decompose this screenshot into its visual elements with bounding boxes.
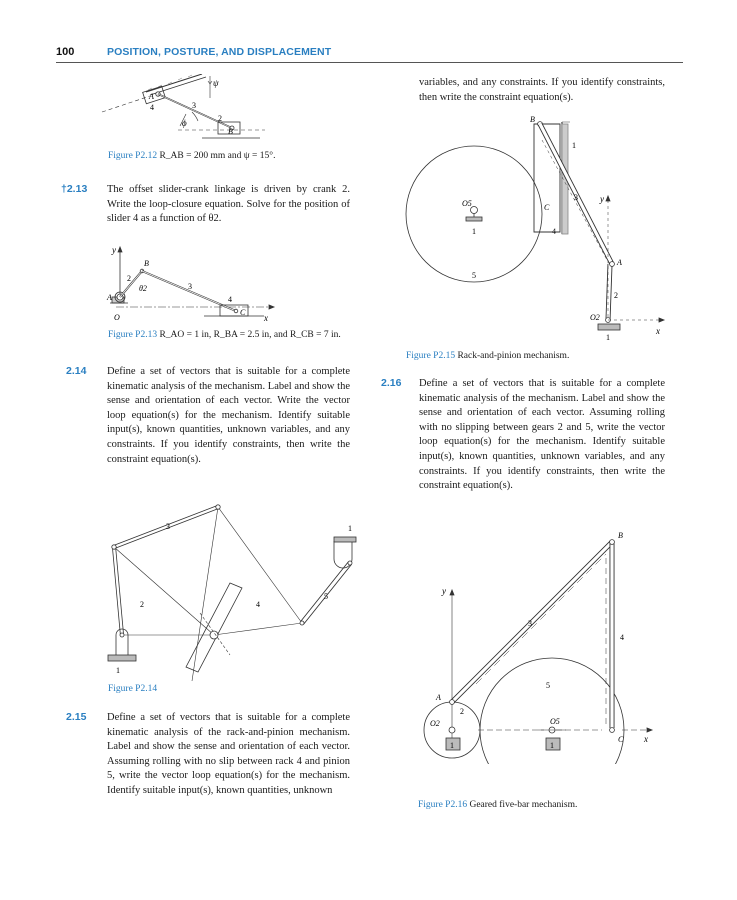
- fig12-label-B: B: [228, 127, 233, 136]
- fig13-label-3: 3: [188, 282, 192, 291]
- fig13-label-x: x: [264, 313, 268, 323]
- caption-p2-12-text: R_AB = 200 mm and ψ = 15°.: [159, 151, 276, 161]
- fig15-label-2: 2: [614, 291, 618, 300]
- fig16-label-y: y: [442, 586, 446, 596]
- fig15-label-O2: O2: [590, 313, 600, 322]
- problem-2-16-text: Define a set of vectors that is suitable for a complete kinematic analysis of the mechanism. Label and show the sense and orientation of each vector. Assuming rolling with no slipping between gears 2 and 5, write the vector loop equation(s) for the mechanism. Identify suitable input(s), known quantities, unknown variables, and any constraints. If you identify constraints, then write the constraint equation(s).: [419, 378, 665, 492]
- fig12-label-3: 3: [192, 101, 196, 110]
- fig16-label-x: x: [644, 734, 648, 744]
- chapter-title: POSITION, POSTURE, AND DISPLACEMENT: [107, 46, 332, 58]
- fig15-label-y: y: [600, 194, 604, 204]
- fig15-label-1-pinion: 1: [472, 227, 476, 236]
- fig15-label-3: 3: [574, 193, 578, 202]
- figure-p2-15: [402, 110, 672, 346]
- figure-p2-14: [100, 495, 370, 687]
- fig14-label-1-left: 1: [116, 666, 120, 675]
- caption-p2-13-label: Figure P2.13: [108, 330, 158, 340]
- caption-p2-14: [108, 684, 157, 694]
- fig16-label-2: 2: [460, 707, 464, 716]
- fig12-label-2: 2: [218, 114, 222, 123]
- caption-p2-16-text: Geared five-bar mechanism.: [469, 800, 578, 810]
- fig16-label-1-right: 1: [550, 741, 554, 750]
- figure-p2-16: [416, 528, 666, 764]
- problem-2-15-text: Define a set of vectors that is suitable for a complete kinematic analysis of the rack-and-pinion mechanism. Label and show the sense and orientation of each vector. Assuming rolling with no slip between rack 4 and pinion 5, write the vector loop equation(s) for the mechanism. Identify suitable input(s), known quantities, unknown: [107, 712, 350, 796]
- fig12-label-psi: ψ: [213, 78, 219, 88]
- fig16-label-3: 3: [528, 619, 532, 628]
- fig13-label-y: y: [112, 245, 116, 255]
- fig15-label-A: A: [617, 258, 622, 267]
- problem-2-14-number: 2.14: [66, 365, 87, 377]
- fig13-label-4: 4: [228, 295, 232, 304]
- fig15-label-1-rack: 1: [572, 141, 576, 150]
- fig16-label-B: B: [618, 531, 623, 540]
- fig15-label-C: C: [544, 203, 550, 212]
- fig15-label-4: 4: [552, 227, 556, 236]
- fig13-label-C: C: [240, 308, 246, 317]
- fig14-label-4: 4: [256, 600, 260, 609]
- fig13-label-theta: θ2: [139, 284, 147, 293]
- fig13-label-2: 2: [127, 274, 131, 283]
- problem-2-13-number: †2.13: [61, 183, 88, 195]
- caption-p2-12: [108, 151, 275, 161]
- fig14-label-5: 5: [324, 592, 328, 601]
- problem-2-15-continuation: variables, and any constraints. If you identify constraints, then write the constraint equation(s).: [419, 77, 665, 103]
- fig16-label-C: C: [618, 735, 624, 744]
- running-header: [56, 44, 683, 64]
- caption-p2-15: [406, 351, 569, 361]
- fig16-label-O5: O5: [550, 717, 560, 726]
- caption-p2-16: [418, 800, 577, 810]
- fig14-label-1-right: 1: [348, 524, 352, 533]
- problem-2-16-number: 2.16: [381, 377, 402, 389]
- caption-p2-14-label: Figure P2.14: [108, 684, 158, 694]
- problem-2-15-number: 2.15: [66, 711, 87, 723]
- fig16-label-5: 5: [546, 681, 550, 690]
- fig16-label-O2: O2: [430, 719, 440, 728]
- fig15-label-1-ground: 1: [606, 333, 610, 342]
- fig15-label-x: x: [656, 326, 660, 336]
- problem-2-14-text: Define a set of vectors that is suitable for a complete kinematic analysis of the mechanism. Label and show the sense and orientation of each vector. Write the vector loop equation(s) for the mechanism. Identify suitable input(s), known quantities, unknown variables, and any constraints. If you identify constraints, then write the constraint equation(s).: [107, 366, 350, 465]
- fig15-label-O5: O5: [462, 199, 472, 208]
- caption-p2-13: [108, 330, 341, 340]
- fig16-label-4: 4: [620, 633, 624, 642]
- fig12-label-phi: ϕ: [182, 118, 187, 128]
- fig16-label-1-left: 1: [450, 741, 454, 750]
- caption-p2-16-label: Figure P2.16: [418, 800, 468, 810]
- fig13-label-O: O: [114, 313, 120, 322]
- fig15-label-B: B: [530, 115, 535, 124]
- caption-p2-15-text: Rack-and-pinion mechanism.: [457, 351, 570, 361]
- fig13-label-B: B: [144, 259, 149, 268]
- caption-p2-12-label: Figure P2.12: [108, 151, 158, 161]
- fig16-label-A: A: [436, 693, 441, 702]
- fig12-label-A: A: [149, 92, 154, 101]
- header-rule: [56, 62, 683, 63]
- problem-2-13-text: The offset slider-crank linkage is driven by crank 2. Write the loop-closure equation. Solve for the position of slider 4 as a function of θ2.: [107, 184, 350, 225]
- figure-p2-13: [104, 241, 284, 323]
- fig14-label-3: 3: [166, 522, 170, 531]
- problem-2-13-marker: †: [61, 183, 67, 195]
- fig13-label-A: A: [107, 293, 112, 302]
- fig12-label-4: 4: [150, 103, 154, 112]
- page-number: 100: [56, 46, 75, 58]
- fig14-label-2: 2: [140, 600, 144, 609]
- fig15-label-5: 5: [472, 271, 476, 280]
- caption-p2-13-text: R_AO = 1 in, R_BA = 2.5 in, and R_CB = 7 in.: [159, 330, 341, 340]
- figure-p2-12: [100, 74, 300, 146]
- caption-p2-15-label: Figure P2.15: [406, 351, 456, 361]
